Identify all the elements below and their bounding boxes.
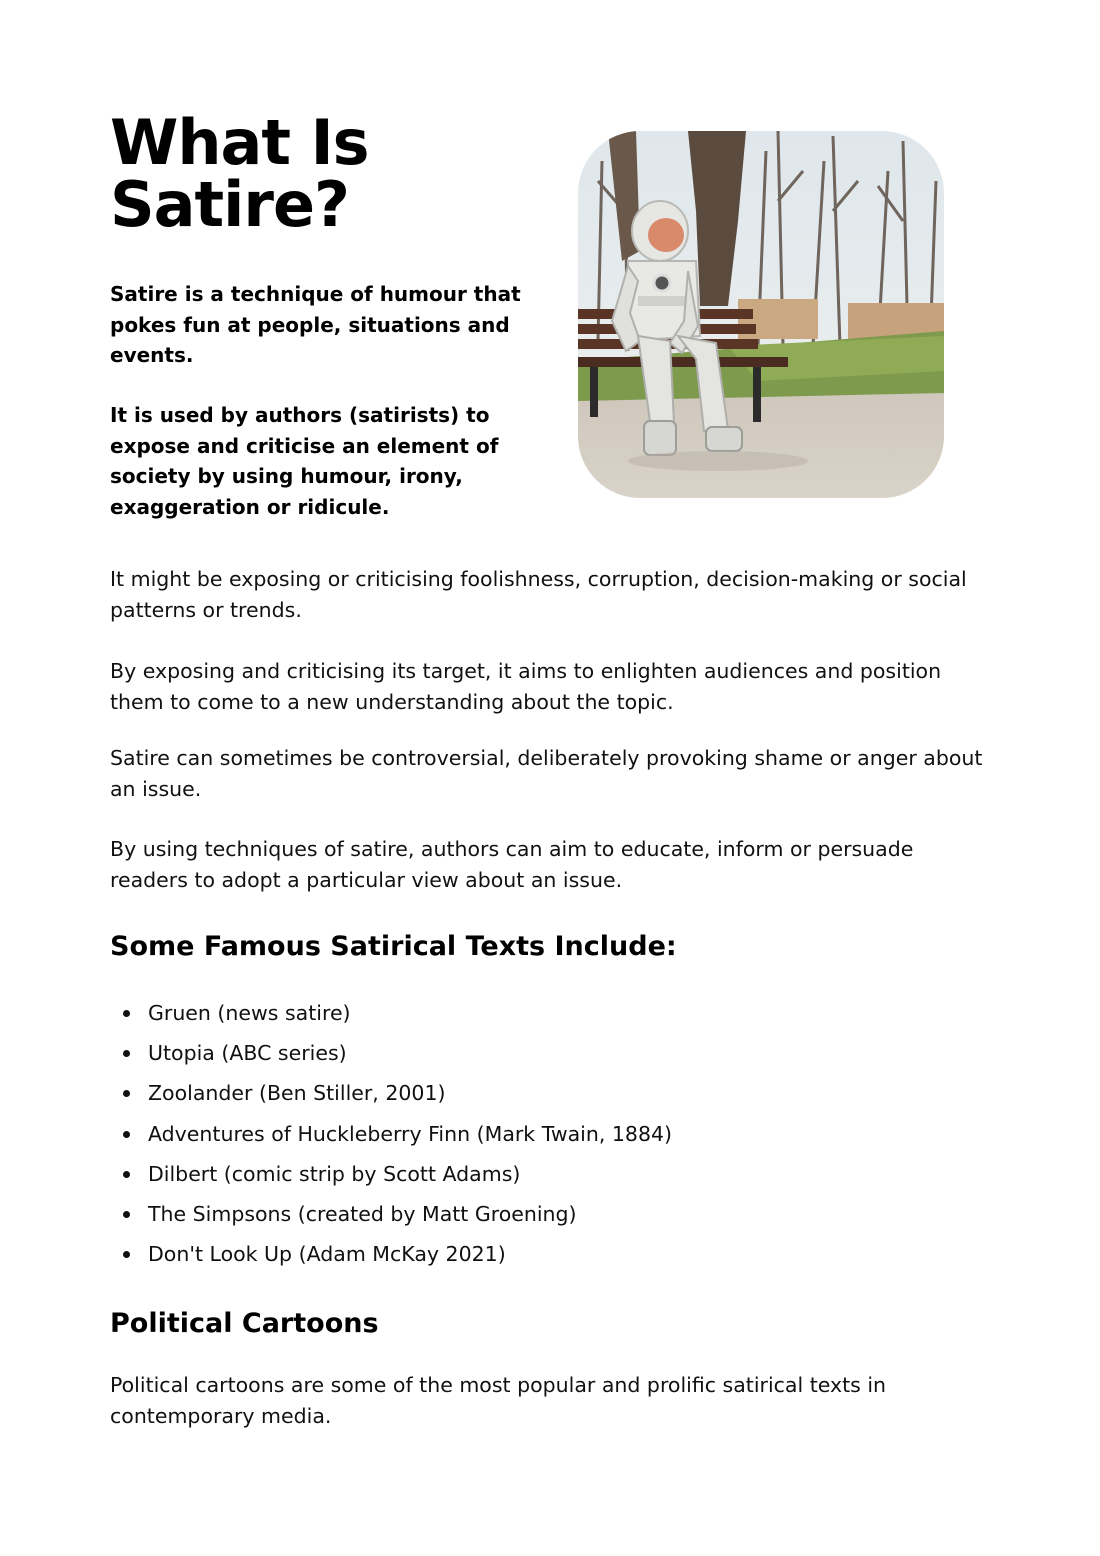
- list-item: Don't Look Up (Adam McKay 2021): [110, 1239, 672, 1279]
- list-item: Zoolander (Ben Stiller, 2001): [110, 1078, 672, 1118]
- political-cartoons-heading: Political Cartoons: [110, 1308, 379, 1339]
- list-item: Dilbert (comic strip by Scott Adams): [110, 1159, 672, 1199]
- famous-texts-list: [110, 998, 672, 1279]
- famous-texts-heading: Some Famous Satirical Texts Include:: [110, 931, 677, 962]
- list-item: The Simpsons (created by Matt Groening): [110, 1199, 672, 1239]
- list-item: Adventures of Huckleberry Finn (Mark Twain, 1884): [110, 1119, 672, 1159]
- body-paragraph-controversial: Satire can sometimes be controversial, deliberately provoking shame or anger about an issue.: [110, 746, 983, 801]
- page-title: What Is Satire?: [110, 106, 369, 241]
- astronaut-bench-image: [578, 131, 944, 498]
- political-cartoons-paragraph: Political cartoons are some of the most popular and prolific satirical texts in contemporary media.: [110, 1373, 887, 1428]
- list-item: Utopia (ABC series): [110, 1038, 672, 1078]
- body-paragraph-exposing: It might be exposing or criticising foolishness, corruption, decision-making or social patterns or trends.: [110, 567, 967, 622]
- body-paragraph-techniques: By using techniques of satire, authors can aim to educate, inform or persuade readers to adopt a particular view about an issue.: [110, 837, 914, 892]
- body-paragraph-enlighten: By exposing and criticising its target, it aims to enlighten audiences and position them to come to a new understanding about the topic.: [110, 659, 942, 714]
- intro-paragraph-definition: Satire is a technique of humour that pokes fun at people, situations and events.: [110, 282, 521, 367]
- intro-paragraph-purpose: It is used by authors (satirists) to expose and criticise an element of society by using humour, irony, exaggeration or ridicule.: [110, 403, 499, 519]
- list-item: Gruen (news satire): [110, 998, 672, 1038]
